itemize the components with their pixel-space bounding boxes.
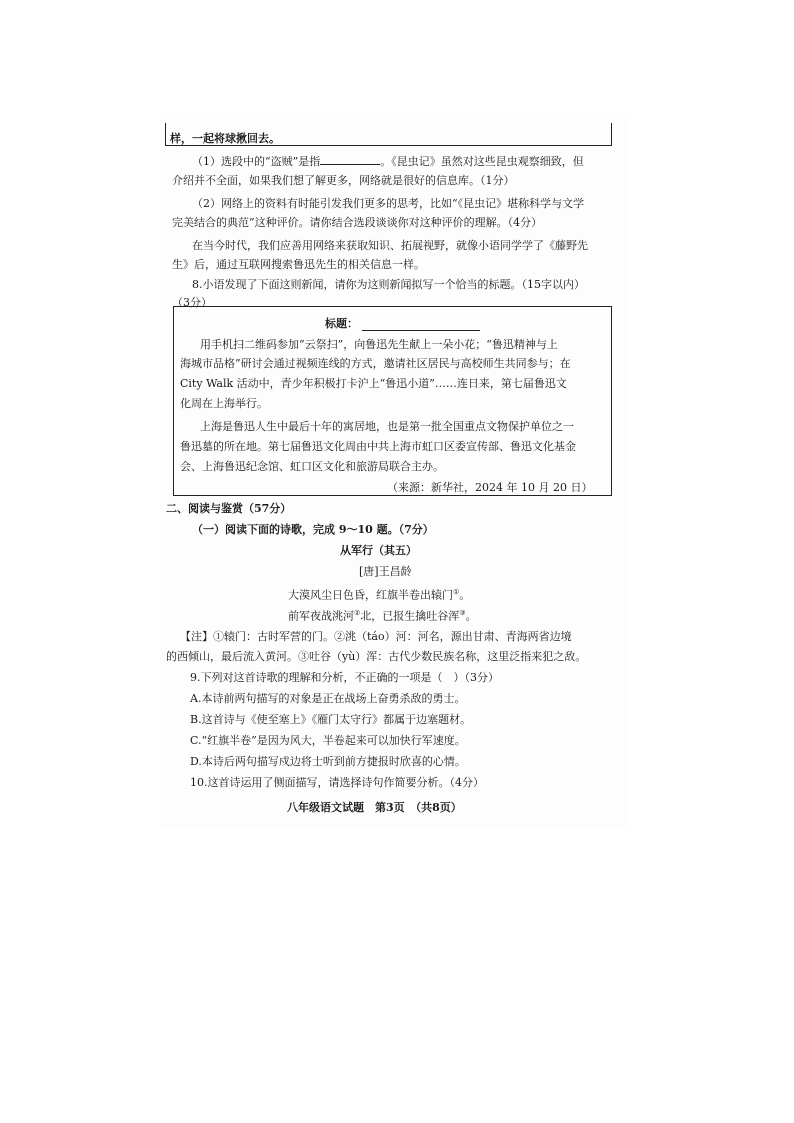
poem-title: 从军行（其五） [340, 544, 417, 557]
q2-text-a: （2）网络上的资料有时能引发我们更多的思考，比如“《昆虫记》堪称科学与文学 [192, 197, 585, 210]
q1-text-c: 介绍并不全面，如果我们想了解更多，网络就是很好的信息库。（1分） [172, 174, 515, 187]
news-p1-b: 海城市品格”研讨会通过视频连线的方式，邀请社区居民与高校师生共同参与；在 [180, 357, 571, 370]
question-7-1 [192, 152, 584, 171]
note-marker-2: ② [354, 609, 361, 617]
option-d: D.本诗后两句描写戍边将士听到前方捷报时欣喜的心情。 [190, 755, 466, 768]
poem-line-1-end: 。 [459, 588, 471, 602]
poem-line-2-text-a: 前军夜战洮河 [288, 609, 354, 623]
news-p1-c: City Walk 活动中，青少年积极打卡沪上“鲁迅小道”……连日来，第七届鲁迅文 [180, 377, 567, 390]
intro-text-b: 生》后，通过互联网搜索鲁迅先生的相关信息一样。 [172, 258, 425, 271]
option-a: A.本诗前两句描写的对象是正在战场上奋勇杀敌的勇士。 [190, 692, 466, 705]
news-p1-d: 化周在上海举行。 [180, 397, 268, 410]
section-2-heading: 二、阅读与鉴赏（57分） [166, 502, 292, 515]
note-text-b: 的西倾山，最后流入黄河。③吐谷（yù）浑：古代少数民族名称，这里泛指来犯之敌。 [166, 650, 587, 663]
q1-answer-blank[interactable] [320, 152, 380, 165]
option-c: C.“红旗半卷”是因为风大，半卷起来可以加快行军速度。 [190, 734, 466, 747]
page-footer: 八年级语文试题 第3页 （共8页） [287, 801, 462, 814]
poem-line-1-text: 大漠风尘日色昏，红旗半卷出辕门 [288, 588, 453, 602]
question-9: 9.下列对这首诗歌的理解和分析，不正确的一项是（ ）（3分） [190, 671, 499, 684]
news-title-label: 标题： [325, 317, 358, 330]
question-8: 8.小语发现了下面这则新闻，请你为这则新闻拟写一个恰当的标题。（15字以内） [192, 278, 585, 291]
q1-text-a: （1）选段中的“盗贼”是指 [192, 155, 321, 168]
question-8-score: （3分） [172, 296, 212, 309]
poem-author: [唐]王昌龄 [359, 565, 412, 578]
q1-text-b: 。《昆虫记》虽然对这些昆虫观察细致，但 [380, 155, 584, 168]
news-p1-a: 用手机扫二维码参加“云祭扫”，向鲁迅先生献上一朵小花；“鲁迅精神与上 [200, 338, 558, 351]
note-text-a: 【注】①辕门：古时军营的门。②洮（táo）河：河名，源出甘肃、青海两省边境 [180, 630, 572, 643]
news-p2-c: 会、上海鲁迅纪念馆、虹口区文化和旅游局联合主办。 [180, 460, 444, 473]
note-marker-1: ① [453, 588, 460, 596]
poem-line-2-text-b: 北，已报生擒吐谷浑 [360, 609, 460, 623]
news-title-row [325, 315, 480, 333]
note-marker-3: ③ [459, 609, 466, 617]
top-box-text: 样，一起将球揪回去。 [170, 132, 280, 145]
news-p2-a: 上海是鲁迅人生中最后十年的寓居地，也是第一批全国重点文物保护单位之一 [200, 420, 574, 433]
news-title-blank[interactable] [362, 318, 480, 331]
poem-line-2-end: 。 [465, 609, 477, 623]
poem-line-2 [288, 604, 477, 626]
news-p2-b: 鲁迅墓的所在地。第七届鲁迅文化周由中共上海市虹口区委宣传部、鲁迅文化基金 [180, 440, 576, 453]
q2-text-b: 完美结合的典范”这种评价。请你结合选段谈谈你对这种评价的理解。（4分） [172, 216, 543, 229]
question-10: 10.这首诗运用了侧面描写，请选择诗句作简要分析。（4分） [190, 776, 484, 789]
intro-text-a: 在当今时代，我们应善用网络来获取知识、拓展视野，就像小语同学学了《藤野先 [192, 239, 588, 252]
option-b: B.这首诗与《使至塞上》《雁门太守行》都属于边塞题材。 [190, 713, 472, 726]
poem-line-1 [288, 583, 470, 605]
subsection-1-heading: （一）阅读下面的诗歌，完成 9～10 题。（7分） [192, 523, 434, 536]
news-source: （来源：新华社，2024 年 10 月 20 日） [387, 481, 593, 494]
